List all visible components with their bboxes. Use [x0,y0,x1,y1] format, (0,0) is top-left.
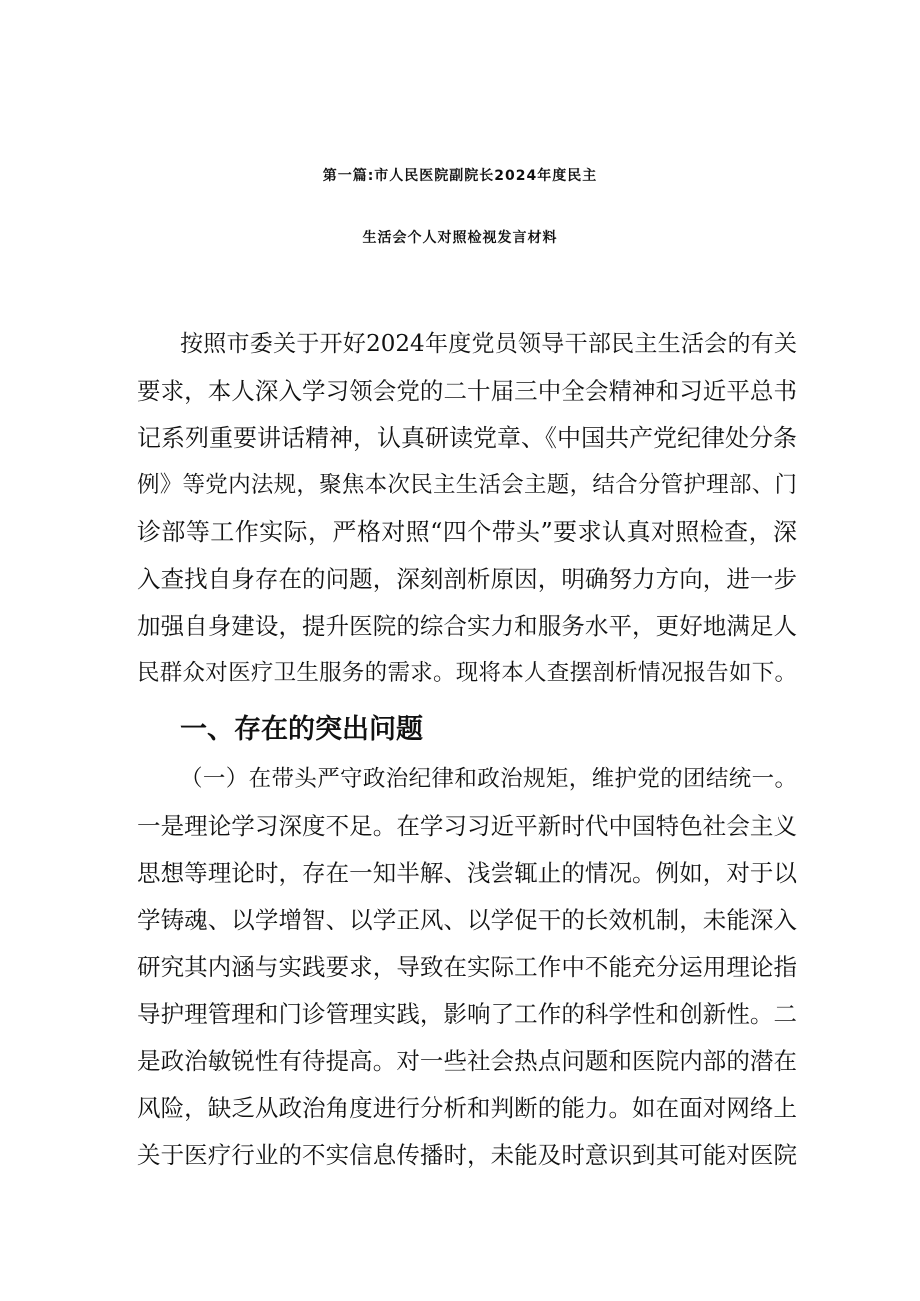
intro-line: 诊部等工作实际，严格对照“四个带头”要求认真对照检查，深 [137,518,797,546]
body-line: 学铸魂、以学增智、以学正风、以学促干的长效机制，未能深入 [137,906,797,934]
body-line: 一是理论学习深度不足。在学习习近平新时代中国特色社会主义 [137,812,797,840]
intro-line: 按照市委关于开好2024年度党员领导干部民主生活会的有关 [180,331,797,357]
document-title-line-1: 第一篇:市人民医院副院长2024年度民主 [322,168,598,184]
intro-line: 要求，本人深入学习领会党的二十届三中全会精神和习近平总书 [137,377,797,405]
section-heading: 一、存在的突出问题 [180,714,423,745]
body-line: （一）在带头严守政治纪律和政治规矩，维护党的团结统一。 [180,766,797,792]
intro-line: 民群众对医疗卫生服务的需求。现将本人查摆剖析情况报告如下。 [137,660,797,686]
intro-line: 加强自身建设，提升医院的综合实力和服务水平，更好地满足人 [137,612,797,640]
body-line: 是政治敏锐性有待提高。对一些社会热点问题和医院内部的潜在 [137,1047,797,1075]
intro-line: 记系列重要讲话精神，认真研读党章、《中国共产党纪律处分条 [137,424,797,452]
intro-line: 入查找自身存在的问题，深刻剖析原因，明确努力方向，进一步 [137,565,797,593]
body-line: 研究其内涵与实践要求，导致在实际工作中不能充分运用理论指 [137,953,797,981]
body-line: 思想等理论时，存在一知半解、浅尝辄止的情况。例如，对于以 [137,859,797,887]
intro-line: 例》等党内法规，聚焦本次民主生活会主题，结合分管护理部、门 [137,472,797,498]
document-title-line-2: 生活会个人对照检视发言材料 [362,230,558,246]
body-line: 关于医疗行业的不实信息传播时，未能及时意识到其可能对医院 [137,1141,797,1169]
body-line: 导护理管理和门诊管理实践，影响了工作的科学性和创新性。二 [137,1000,797,1028]
body-line: 风险，缺乏从政治角度进行分析和判断的能力。如在面对网络上 [137,1094,797,1122]
